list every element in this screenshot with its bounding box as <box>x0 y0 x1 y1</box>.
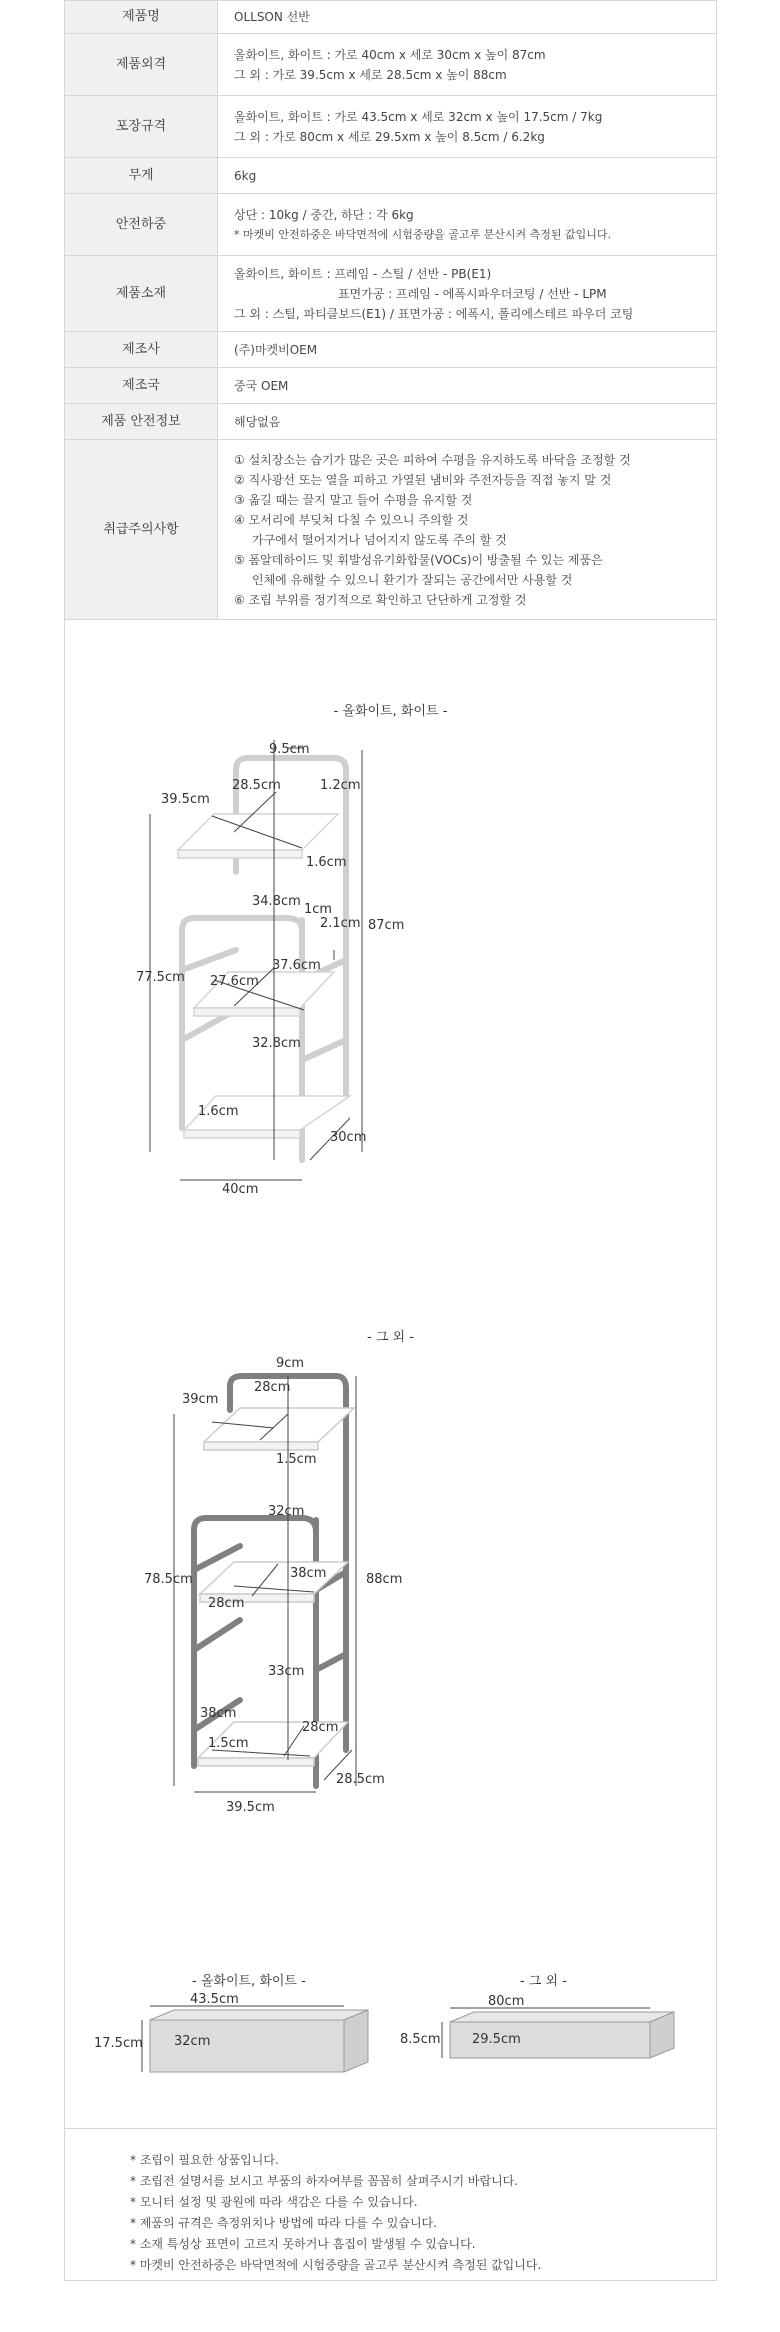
other-shelf-drawing <box>64 1310 717 1910</box>
spec-line: 가구에서 떨어지거나 넘어지지 않도록 주의 할 것 <box>252 532 507 547</box>
package-title: - 그 외 - <box>520 1974 567 1989</box>
package-depth: 32cm <box>174 2034 211 2049</box>
package-section <box>64 1960 717 2100</box>
spec-line: 그 외 : 가로 39.5cm x 세로 28.5cm x 높이 88cm <box>234 67 507 82</box>
dim-label: 27.6cm <box>210 974 259 989</box>
dim-label: 28cm <box>254 1380 291 1395</box>
note-item: * 모니터 설정 및 광원에 따라 색감은 다를 수 있습니다. <box>130 2195 418 2209</box>
spec-line: 해당없음 <box>234 414 281 429</box>
dim-label: 78.5cm <box>144 1572 193 1587</box>
spec-line: 인체에 유해할 수 있으니 환기가 잘되는 공간에서만 사용할 것 <box>252 572 573 587</box>
dim-label: 88cm <box>366 1572 403 1587</box>
dim-label: 77.5cm <box>136 970 185 985</box>
package-drawing <box>64 1960 717 2100</box>
note-item: * 조립이 필요한 상품입니다. <box>130 2153 279 2167</box>
divider <box>64 2128 717 2129</box>
diagram-title: - 올화이트, 화이트 - <box>333 704 448 719</box>
spec-label: 포장규격 <box>65 96 218 158</box>
spec-value <box>218 440 717 620</box>
spec-line: ④ 모서리에 부딪쳐 다칠 수 있으니 주의할 것 <box>234 512 469 527</box>
dim-label: 34.8cm <box>252 894 301 909</box>
spec-row-name <box>65 1 717 34</box>
package-width: 43.5cm <box>190 1992 239 2007</box>
dim-label: 40cm <box>222 1182 259 1197</box>
dim-label: 1.5cm <box>208 1736 249 1751</box>
other-shelf-diagram <box>64 1310 717 1910</box>
spec-line: ③ 옮길 때는 끌지 말고 들어 수평을 유지할 것 <box>234 492 473 507</box>
dim-label: 2.1cm <box>320 916 361 931</box>
white-shelf-drawing <box>64 680 717 1300</box>
dim-label: 1.5cm <box>276 1452 317 1467</box>
spec-value <box>218 404 717 440</box>
dim-label: 1.6cm <box>198 1104 239 1119</box>
dim-label: 1.2cm <box>320 778 361 793</box>
spec-line: 그 외 : 스틸, 파티클보드(E1) / 표면가공 : 에폭시, 폴리에스테르 파우더 코팅 <box>234 306 634 321</box>
spec-line: 상단 : 10kg / 중간, 하단 : 각 6kg <box>234 207 414 222</box>
dim-label: 28cm <box>302 1720 339 1735</box>
dim-label: 39cm <box>182 1392 219 1407</box>
dim-label: 39.5cm <box>226 1800 275 1815</box>
spec-line: 올화이트, 화이트 : 가로 43.5cm x 세로 32cm x 높이 17.5cm / 7kg <box>234 109 603 124</box>
dim-label: 87cm <box>368 918 405 933</box>
dim-label: 38cm <box>200 1706 237 1721</box>
dim-label: 28.5cm <box>336 1772 385 1787</box>
spec-line: (주)마켓비OEM <box>234 342 318 357</box>
spec-row-load <box>65 194 717 256</box>
spec-row-safety <box>65 404 717 440</box>
spec-line: OLLSON 선반 <box>234 10 310 24</box>
spec-line: 중국 OEM <box>234 378 289 393</box>
diagram-title: - 그 외 - <box>367 1330 414 1345</box>
spec-line: 올화이트, 화이트 : 가로 40cm x 세로 30cm x 높이 87cm <box>234 47 546 62</box>
spec-line: ⑤ 폼알데하이드 및 휘발성유기화합물(VOCs)이 방출될 수 있는 제품은 <box>234 552 603 567</box>
dim-label: 1.6cm <box>306 855 347 870</box>
spec-line: * 마켓비 안전하중은 바닥면적에 시험중량을 골고루 분산시켜 측정된 값입니다. <box>234 227 611 241</box>
spec-line: 6kg <box>234 168 257 183</box>
spec-value <box>218 1 717 34</box>
spec-row-maker <box>65 332 717 368</box>
package-height: 8.5cm <box>400 2032 441 2047</box>
spec-line: 그 외 : 가로 80cm x 세로 29.5xm x 높이 8.5cm / 6.2kg <box>234 129 545 144</box>
dim-label: 9cm <box>276 1356 305 1371</box>
spec-label: 무게 <box>65 158 218 194</box>
spec-value <box>218 368 717 404</box>
spec-line: 올화이트, 화이트 : 프레임 - 스틸 / 선반 - PB(E1) <box>234 266 492 281</box>
spec-row-country <box>65 368 717 404</box>
package-width: 80cm <box>488 1994 525 2009</box>
spec-row-material <box>65 256 717 332</box>
dim-label: 39.5cm <box>161 792 210 807</box>
spec-value <box>218 34 717 96</box>
spec-value <box>218 332 717 368</box>
dim-label: 37.6cm <box>272 958 321 973</box>
spec-label: 안전하중 <box>65 194 218 256</box>
dim-label: 28.5cm <box>232 778 281 793</box>
dim-label: 1cm <box>304 902 333 917</box>
spec-line: ① 설치장소는 습기가 많은 곳은 피하여 수평을 유지하도록 바닥을 조정할 것 <box>234 452 631 467</box>
spec-table <box>64 0 717 620</box>
spec-row-caution <box>65 440 717 620</box>
spec-label: 제조사 <box>65 332 218 368</box>
dim-label: 32.8cm <box>252 1036 301 1051</box>
spec-value <box>218 256 717 332</box>
spec-label: 제품외격 <box>65 34 218 96</box>
spec-value <box>218 194 717 256</box>
spec-line: 표면가공 : 프레임 - 에폭시파우더코팅 / 선반 - LPM <box>338 286 607 301</box>
spec-label: 취급주의사항 <box>65 440 218 620</box>
dim-label: 30cm <box>330 1130 367 1145</box>
spec-row-package <box>65 96 717 158</box>
package-height: 17.5cm <box>94 2036 143 2051</box>
dim-label: 28cm <box>208 1596 245 1611</box>
note-item: * 소재 특성상 표면이 고르지 못하거나 흠집이 발생될 수 있습니다. <box>130 2237 476 2251</box>
spec-label: 제품명 <box>65 1 218 34</box>
dim-label: 9.5cm <box>269 742 310 757</box>
dim-label: 38cm <box>290 1566 327 1581</box>
dim-label: 33cm <box>268 1664 305 1679</box>
note-item: * 제품의 규격은 측정위치나 방법에 따라 다를 수 있습니다. <box>130 2216 437 2230</box>
spec-label: 제조국 <box>65 368 218 404</box>
note-item: * 조립전 설명서를 보시고 부품의 하자여부를 꼼꼼히 살펴주시기 바랍니다. <box>130 2174 519 2188</box>
package-depth: 29.5cm <box>472 2032 521 2047</box>
spec-line: ② 직사광선 또는 열을 피하고 가열된 냄비와 주전자등을 직접 놓지 말 것 <box>234 472 612 487</box>
notes-list <box>130 2150 541 2276</box>
white-shelf-diagram <box>64 680 717 1300</box>
spec-value <box>218 158 717 194</box>
dim-label: 32cm <box>268 1504 305 1519</box>
spec-value <box>218 96 717 158</box>
spec-label: 제품 안전정보 <box>65 404 218 440</box>
spec-line: ⑥ 조립 부위를 정기적으로 확인하고 단단하게 고정할 것 <box>234 592 527 607</box>
spec-row-size <box>65 34 717 96</box>
package-title: - 올화이트, 화이트 - <box>192 1974 306 1989</box>
spec-label: 제품소재 <box>65 256 218 332</box>
spec-row-weight <box>65 158 717 194</box>
note-item: * 마켓비 안전하중은 바닥면적에 시험중량을 골고루 분산시켜 측정된 값입니다. <box>130 2258 542 2272</box>
